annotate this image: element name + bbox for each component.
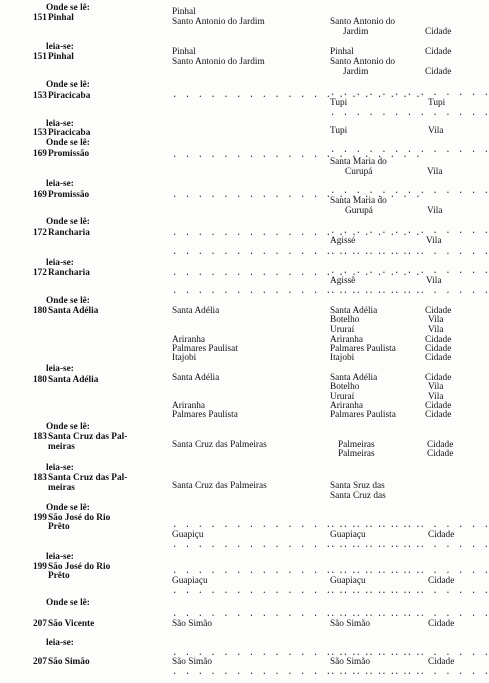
district-name: Santo Antonio do Jardim [172,57,265,67]
heading-leia-se: leia-se: [46,119,74,129]
entry-number: 153 [33,91,47,101]
municipio-name: Promissão [48,149,90,159]
entry-number: 180 [33,375,47,385]
municipio-name: Rancharia [48,228,90,238]
heading-onde-se-le: Onde se lê: [46,422,90,432]
leader-dots [330,609,489,619]
category-label: Vila [428,126,444,136]
leader-dots [330,286,489,296]
entry-number: 199 [33,513,47,523]
category-label: Cidade [425,306,452,316]
locality-name: São Simão [330,657,371,667]
locality-name: Jardim [343,27,369,37]
entry-number: 183 [33,432,47,442]
municipio-name: Rancharia [48,268,90,278]
heading-leia-se: leia-se: [46,552,74,562]
locality-name: Tupi [330,126,348,136]
heading-onde-se-le: Onde se lê: [46,3,90,13]
district-name: São Simão [172,657,213,667]
locality-name: Jardim [343,67,369,77]
category-label: Cidade [428,576,455,586]
locality-name: Botelho [330,382,360,392]
locality-name: Gurupá [345,206,373,216]
category-label: Cidade [427,449,454,459]
leader-dots [330,108,489,118]
municipio-name: Piracicaba [48,128,91,138]
locality-name: Botelho [330,315,360,325]
locality-name: Ariranha [330,335,364,345]
municipio-name: São Simão [48,657,90,667]
category-label: Cidade [425,401,452,411]
municipio-name: São Vicente [48,619,95,629]
category-label: Cidade [425,27,452,37]
locality-name: Palmeiras [338,449,375,459]
leader-dots [330,226,489,236]
entry-number: 199 [33,562,47,572]
municipio-name: Piracicaba [48,91,91,101]
category-label: Vila [427,167,443,177]
leader-dots [330,88,489,98]
locality-name: Guapiaçu [330,576,366,586]
locality-name: Santa Maria do [330,157,387,167]
leader-dots [330,586,489,596]
district-name: Palmares Paulisat [172,344,238,354]
locality-name: Itajobi [330,353,355,363]
entry-number: 153 [33,128,47,138]
locality-name: Palmares Paulista [330,410,396,420]
leader-dots [330,266,489,276]
municipio-name: Promissão [48,190,90,200]
entry-number: 169 [33,149,47,159]
category-label: Cidade [425,410,452,420]
category-label: Cidade [425,373,452,383]
district-name: Santa Adélia [172,306,220,316]
locality-name: Santo Antonio do [330,17,396,27]
municipio-name: meiras [48,483,75,493]
locality-name: Guapiaçu [330,530,366,540]
municipio-name: Santa Cruz das Pal- [48,473,128,483]
entry-number: 207 [33,657,47,667]
district-name: Santo Antonio do Jardim [172,17,265,27]
locality-name: Agissé [330,236,356,246]
heading-leia-se: leia-se: [46,638,74,648]
heading-leia-se: leia-se: [46,42,74,52]
municipio-name: Prêto [48,571,70,581]
category-label: Cidade [428,619,455,629]
municipio-name: Santa Cruz das Pal- [48,432,128,442]
heading-leia-se: leia-se: [46,179,74,189]
municipio-name: Santa Adélia [48,306,99,316]
category-label: Cidade [428,657,455,667]
category-label: Cidade [425,67,452,77]
category-label: Vila [428,315,444,325]
district-name: Santa Adélia [172,373,220,383]
heading-leia-se: leia-se: [46,463,74,473]
locality-name: Ariranha [330,401,364,411]
category-label: Cidade [425,344,452,354]
district-name: Ariranha [172,335,206,345]
district-name: Guapiaçu [172,576,208,586]
heading-onde-se-le: Onde se lê: [46,598,90,608]
category-label: Cidade [425,353,452,363]
category-label: Vila [426,276,442,286]
locality-name: Santa Adélia [330,306,378,316]
district-name: São Simão [172,619,213,629]
leader-dots [330,247,489,257]
district-name: Itajobi [172,353,197,363]
leader-dots [330,540,489,550]
municipio-name: Santa Adélia [48,375,99,385]
category-label: Cidade [427,440,454,450]
category-label: Cidade [428,530,455,540]
locality-name: Palmares Paulista [330,344,396,354]
municipio-name: São José do Rio [48,513,111,523]
locality-name: Curupá [345,167,373,177]
locality-name: Tupi [330,98,348,108]
heading-leia-se: leia-se: [46,258,74,268]
leader-dots [330,145,489,155]
locality-name: Palmeiras [338,440,375,450]
municipio-name: meiras [48,442,75,452]
category-label: Vila [428,392,444,402]
locality-name: Ururaí [330,392,355,402]
category-label: Vila [428,325,444,335]
locality-name: São Simão [330,619,371,629]
category-label: Vila [428,382,444,392]
municipio-name: São José do Rio [48,562,111,572]
leader-dots [330,667,489,677]
locality-name: Santa Maria do [330,196,387,206]
category-label: Vila [426,236,442,246]
leader-dots [330,186,489,196]
entry-number: 180 [33,306,47,316]
district-name: Pinhal [172,7,196,17]
municipio-name: Prêto [48,522,70,532]
entry-number: 207 [33,619,47,629]
category-label: Cidade [425,47,452,57]
heading-onde-se-le: Onde se lê: [46,138,90,148]
municipio-name: Pinhal [48,52,74,62]
locality-name: Santa Cruz das [330,491,386,501]
district-name: Santa Cruz das Palmeiras [172,481,267,491]
heading-onde-se-le: Onde se lê: [46,503,90,513]
locality-name: Santa Sruz das [330,481,385,491]
heading-leia-se: leia-se: [46,364,74,374]
district-name: Ariranha [172,401,206,411]
locality-name: Ururaí [330,325,355,335]
heading-onde-se-le: Onde se lê: [46,80,90,90]
locality-name: Agissê [330,276,356,286]
municipio-name: Pinhal [48,13,74,23]
entry-number: 151 [33,52,47,62]
heading-onde-se-le: Onde se lê: [46,217,90,227]
district-name: Guapiçu [172,530,204,540]
leader-dots [330,566,489,576]
locality-name: Pinhal [330,47,354,57]
district-name: Santa Cruz das Palmeiras [172,440,267,450]
category-label: Vila [427,206,443,216]
entry-number: 169 [33,190,47,200]
district-name: Pinhal [172,47,196,57]
heading-onde-se-le: Onde se lê: [46,296,90,306]
entry-number: 151 [33,13,47,23]
locality-name: Santa Adélia [330,373,378,383]
leader-dots [330,520,489,530]
district-name: Palmares Paulista [172,410,238,420]
category-label: Tupi [428,98,446,108]
locality-name: Santo Antonio do [330,57,396,67]
entry-number: 183 [33,473,47,483]
entry-number: 172 [33,228,47,238]
entry-number: 172 [33,268,47,278]
category-label: Cidade [425,335,452,345]
